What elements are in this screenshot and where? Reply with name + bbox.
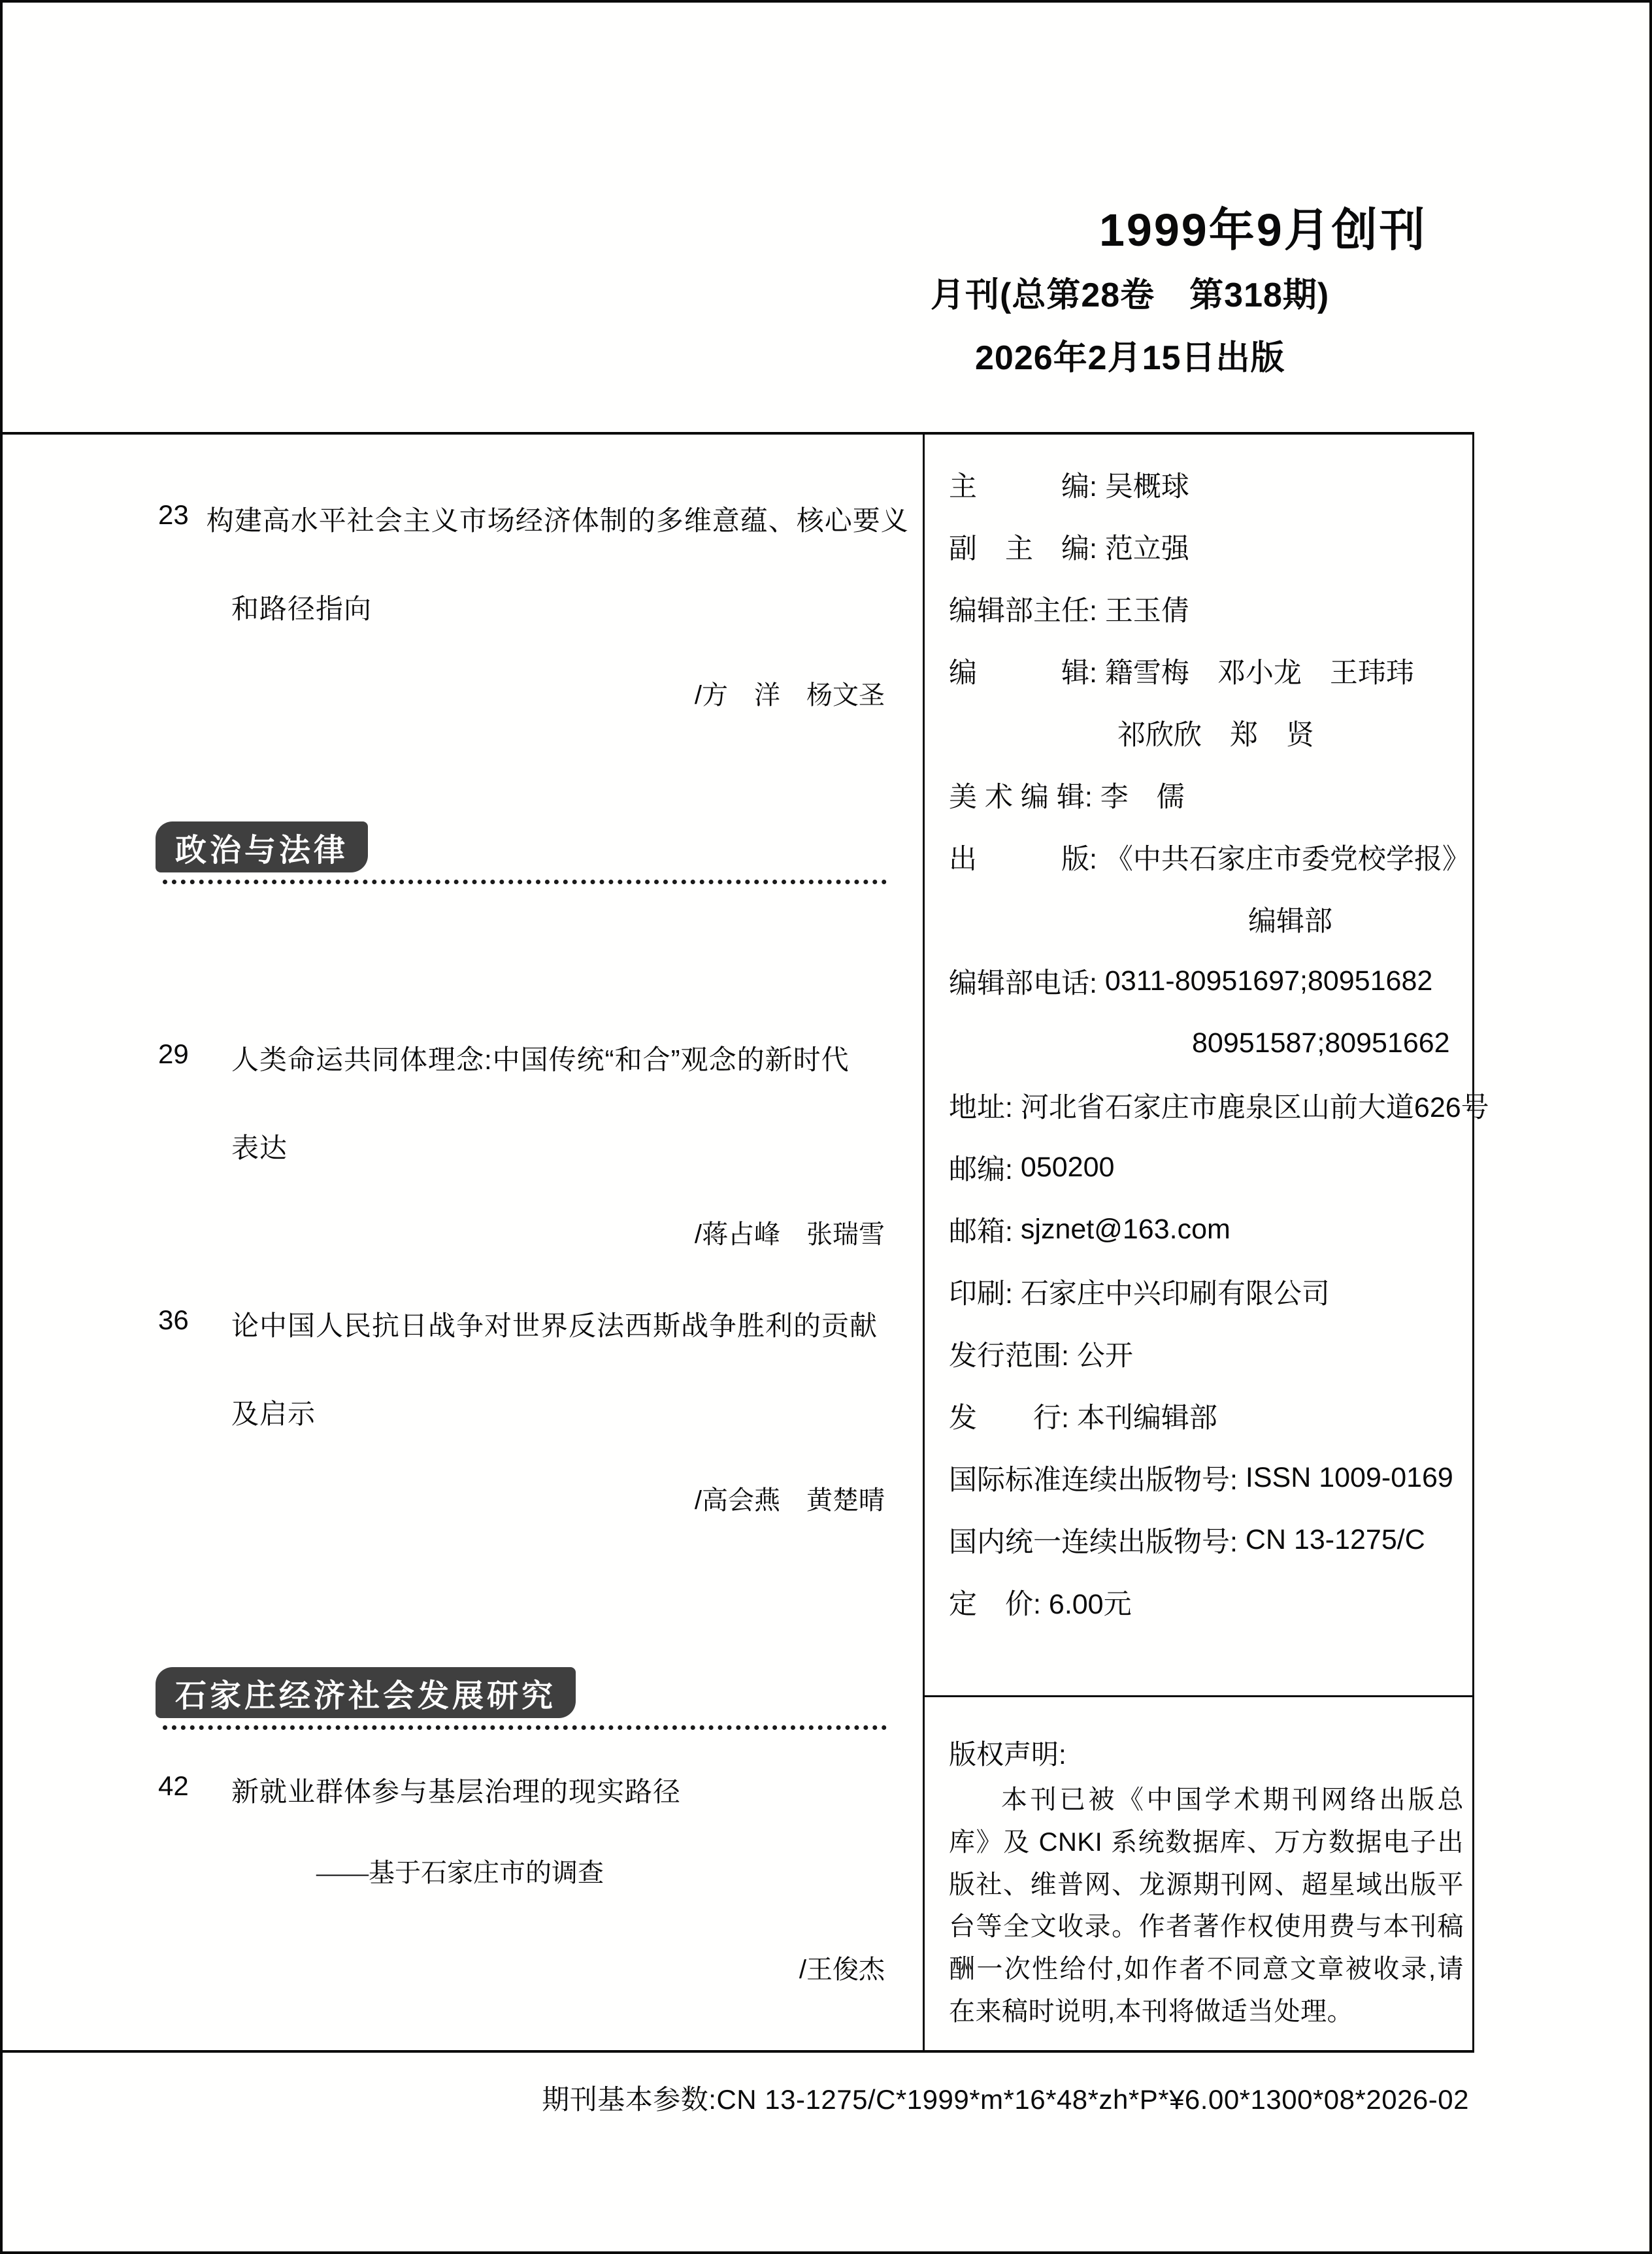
section-header-label: 石家庄经济社会发展研究 xyxy=(175,1678,557,1714)
copyright-title: 版权声明: xyxy=(949,1739,1066,1770)
toc-title: 新就业群体参与基层治理的现实路径 xyxy=(231,1776,682,1807)
masthead-label: 编辑部电话: xyxy=(949,968,1105,999)
section-header-label: 政治与法律 xyxy=(175,833,349,868)
masthead-info xyxy=(949,454,1489,1633)
section-dotted-rule xyxy=(163,880,887,884)
masthead-value: sjznet@163.com xyxy=(1020,1214,1231,1245)
right-column-border-line xyxy=(1472,432,1474,2053)
masthead-label: 出 版: xyxy=(949,844,1105,875)
masthead-value: 李 儒 xyxy=(1100,782,1185,813)
masthead-value: 河北省石家庄市鹿泉区山前大道626号 xyxy=(1020,1092,1489,1123)
toc-authors: /高会燕 黄楚晴 xyxy=(694,1486,885,1515)
masthead-label: 主 编: xyxy=(949,471,1105,503)
toc-entry xyxy=(158,1038,887,1078)
masthead-label: 发 行: xyxy=(949,1402,1077,1434)
toc-title-continued: 表达 xyxy=(231,1133,288,1163)
toc-page-number: 29 xyxy=(158,1038,189,1069)
masthead-value: 《中共石家庄市委党校学报》 xyxy=(1104,844,1470,875)
masthead-label: 国内统一连续出版物号: xyxy=(949,1527,1246,1558)
masthead-row-deputy-editor xyxy=(949,516,1472,578)
masthead-value: 6.00元 xyxy=(1048,1589,1132,1620)
masthead-value: CN 13-1275/C xyxy=(1245,1524,1425,1555)
masthead-row-publisher xyxy=(949,826,1472,888)
masthead-row-art-editor xyxy=(949,764,1472,826)
toc-entry xyxy=(158,499,909,539)
toc-authors: /蒋占峰 张瑞雪 xyxy=(694,1220,885,1249)
masthead-value: 籍雪梅 邓小龙 王玮玮 xyxy=(1104,657,1414,689)
masthead-label: 邮箱: xyxy=(949,1216,1021,1248)
copyright-divider-line xyxy=(925,1695,1474,1697)
masthead-row-distributor xyxy=(949,1385,1472,1447)
masthead-value: 80951587;80951662 xyxy=(1192,1027,1450,1059)
column-divider-line xyxy=(923,432,925,2053)
masthead-label: 副 主 编: xyxy=(949,533,1105,565)
copyright-body: 本刊已被《中国学术期刊网络出版总库》及 CNKI 系统数据库、万方数据电子出版社、维普网、龙源期刊网、超星域出版平台等全文收录。作者著作权使用费与本刊稿酬一次性给付,如作者不同意文章被收录,请在来稿时说明,本刊将做适当处理。 xyxy=(949,1785,1464,2026)
masthead-row-email xyxy=(949,1199,1472,1261)
masthead-label: 编 辑: xyxy=(949,657,1105,689)
issue-info: 月刊(总第28卷 第318期) xyxy=(931,276,1330,314)
masthead-label: 发行范围: xyxy=(949,1340,1077,1372)
toc-entry xyxy=(158,1770,887,1810)
masthead-label: 印刷: xyxy=(949,1278,1021,1310)
masthead-value: 祁欣欣 郑 贤 xyxy=(1117,720,1314,751)
section-header-shijiazhuang-research xyxy=(156,1667,576,1718)
toc-title: 人类命运共同体理念:中国传统“和合”观念的新时代 xyxy=(231,1044,850,1075)
toc-title-continued: 及启示 xyxy=(231,1399,316,1429)
header-divider-line xyxy=(3,432,1474,435)
masthead-row-phone-continued xyxy=(949,1012,1472,1074)
masthead-value: 范立强 xyxy=(1104,533,1189,565)
toc-page-number: 23 xyxy=(158,499,189,530)
masthead-row-issn xyxy=(949,1447,1472,1509)
masthead-row-postcode xyxy=(949,1136,1472,1199)
toc-authors: /王俊杰 xyxy=(799,1955,885,1984)
copyright-notice xyxy=(949,1733,1464,2033)
masthead-row-cn-number xyxy=(949,1509,1472,1571)
masthead-label: 定 价: xyxy=(949,1589,1049,1620)
publish-date: 2026年2月15日出版 xyxy=(975,339,1285,377)
toc-page-number: 36 xyxy=(158,1304,189,1335)
toc-page-number: 42 xyxy=(158,1770,189,1801)
masthead-label: 编辑部主任: xyxy=(949,595,1105,627)
section-dotted-rule xyxy=(163,1725,887,1730)
masthead-value: ISSN 1009-0169 xyxy=(1245,1462,1453,1493)
masthead-value: 编辑部 xyxy=(1248,906,1332,937)
masthead-value: 吴概球 xyxy=(1104,471,1189,503)
toc-title-continued: 和路径指向 xyxy=(231,593,372,624)
founding-date: 1999年9月创刊 xyxy=(1099,205,1427,256)
journal-basic-parameters: 期刊基本参数:CN 13-1275/C*1999*m*16*48*zh*P*¥6.00*1300*08*2026-02 xyxy=(542,2084,1469,2115)
masthead-label: 地址: xyxy=(949,1092,1021,1123)
masthead-row-dept-director xyxy=(949,578,1472,640)
masthead-row-address xyxy=(949,1074,1489,1136)
masthead-label: 邮编: xyxy=(949,1154,1021,1185)
masthead-row-distribution-scope xyxy=(949,1323,1472,1385)
section-header-politics-law xyxy=(156,821,368,872)
masthead-label: 美 术 编 辑: xyxy=(949,782,1100,813)
toc-title: 构建高水平社会主义市场经济体制的多维意蕴、核心要义 xyxy=(206,505,909,536)
toc-authors: /方 洋 杨文圣 xyxy=(694,681,885,710)
masthead-row-editors xyxy=(949,640,1472,702)
masthead-row-publisher-continued xyxy=(949,888,1472,950)
masthead-value: 本刊编辑部 xyxy=(1076,1402,1217,1434)
masthead-row-phone xyxy=(949,950,1472,1012)
masthead-row-chief-editor xyxy=(949,454,1472,516)
masthead-value: 0311-80951697;80951682 xyxy=(1104,965,1433,997)
masthead-row-printer xyxy=(949,1261,1472,1323)
masthead-label: 国际标准连续出版物号: xyxy=(949,1465,1246,1496)
toc-subtitle: ——基于石家庄市的调查 xyxy=(316,1858,604,1887)
toc-entry xyxy=(158,1304,887,1344)
footer-divider-line xyxy=(3,2050,1474,2053)
toc-title: 论中国人民抗日战争对世界反法西斯战争胜利的贡献 xyxy=(231,1310,878,1341)
masthead-row-price xyxy=(949,1571,1472,1633)
masthead-row-editors-continued xyxy=(949,702,1472,764)
masthead-value: 王玉倩 xyxy=(1104,595,1189,627)
masthead-value: 050200 xyxy=(1020,1152,1115,1183)
masthead-value: 石家庄中兴印刷有限公司 xyxy=(1020,1278,1330,1310)
masthead-value: 公开 xyxy=(1076,1340,1133,1372)
